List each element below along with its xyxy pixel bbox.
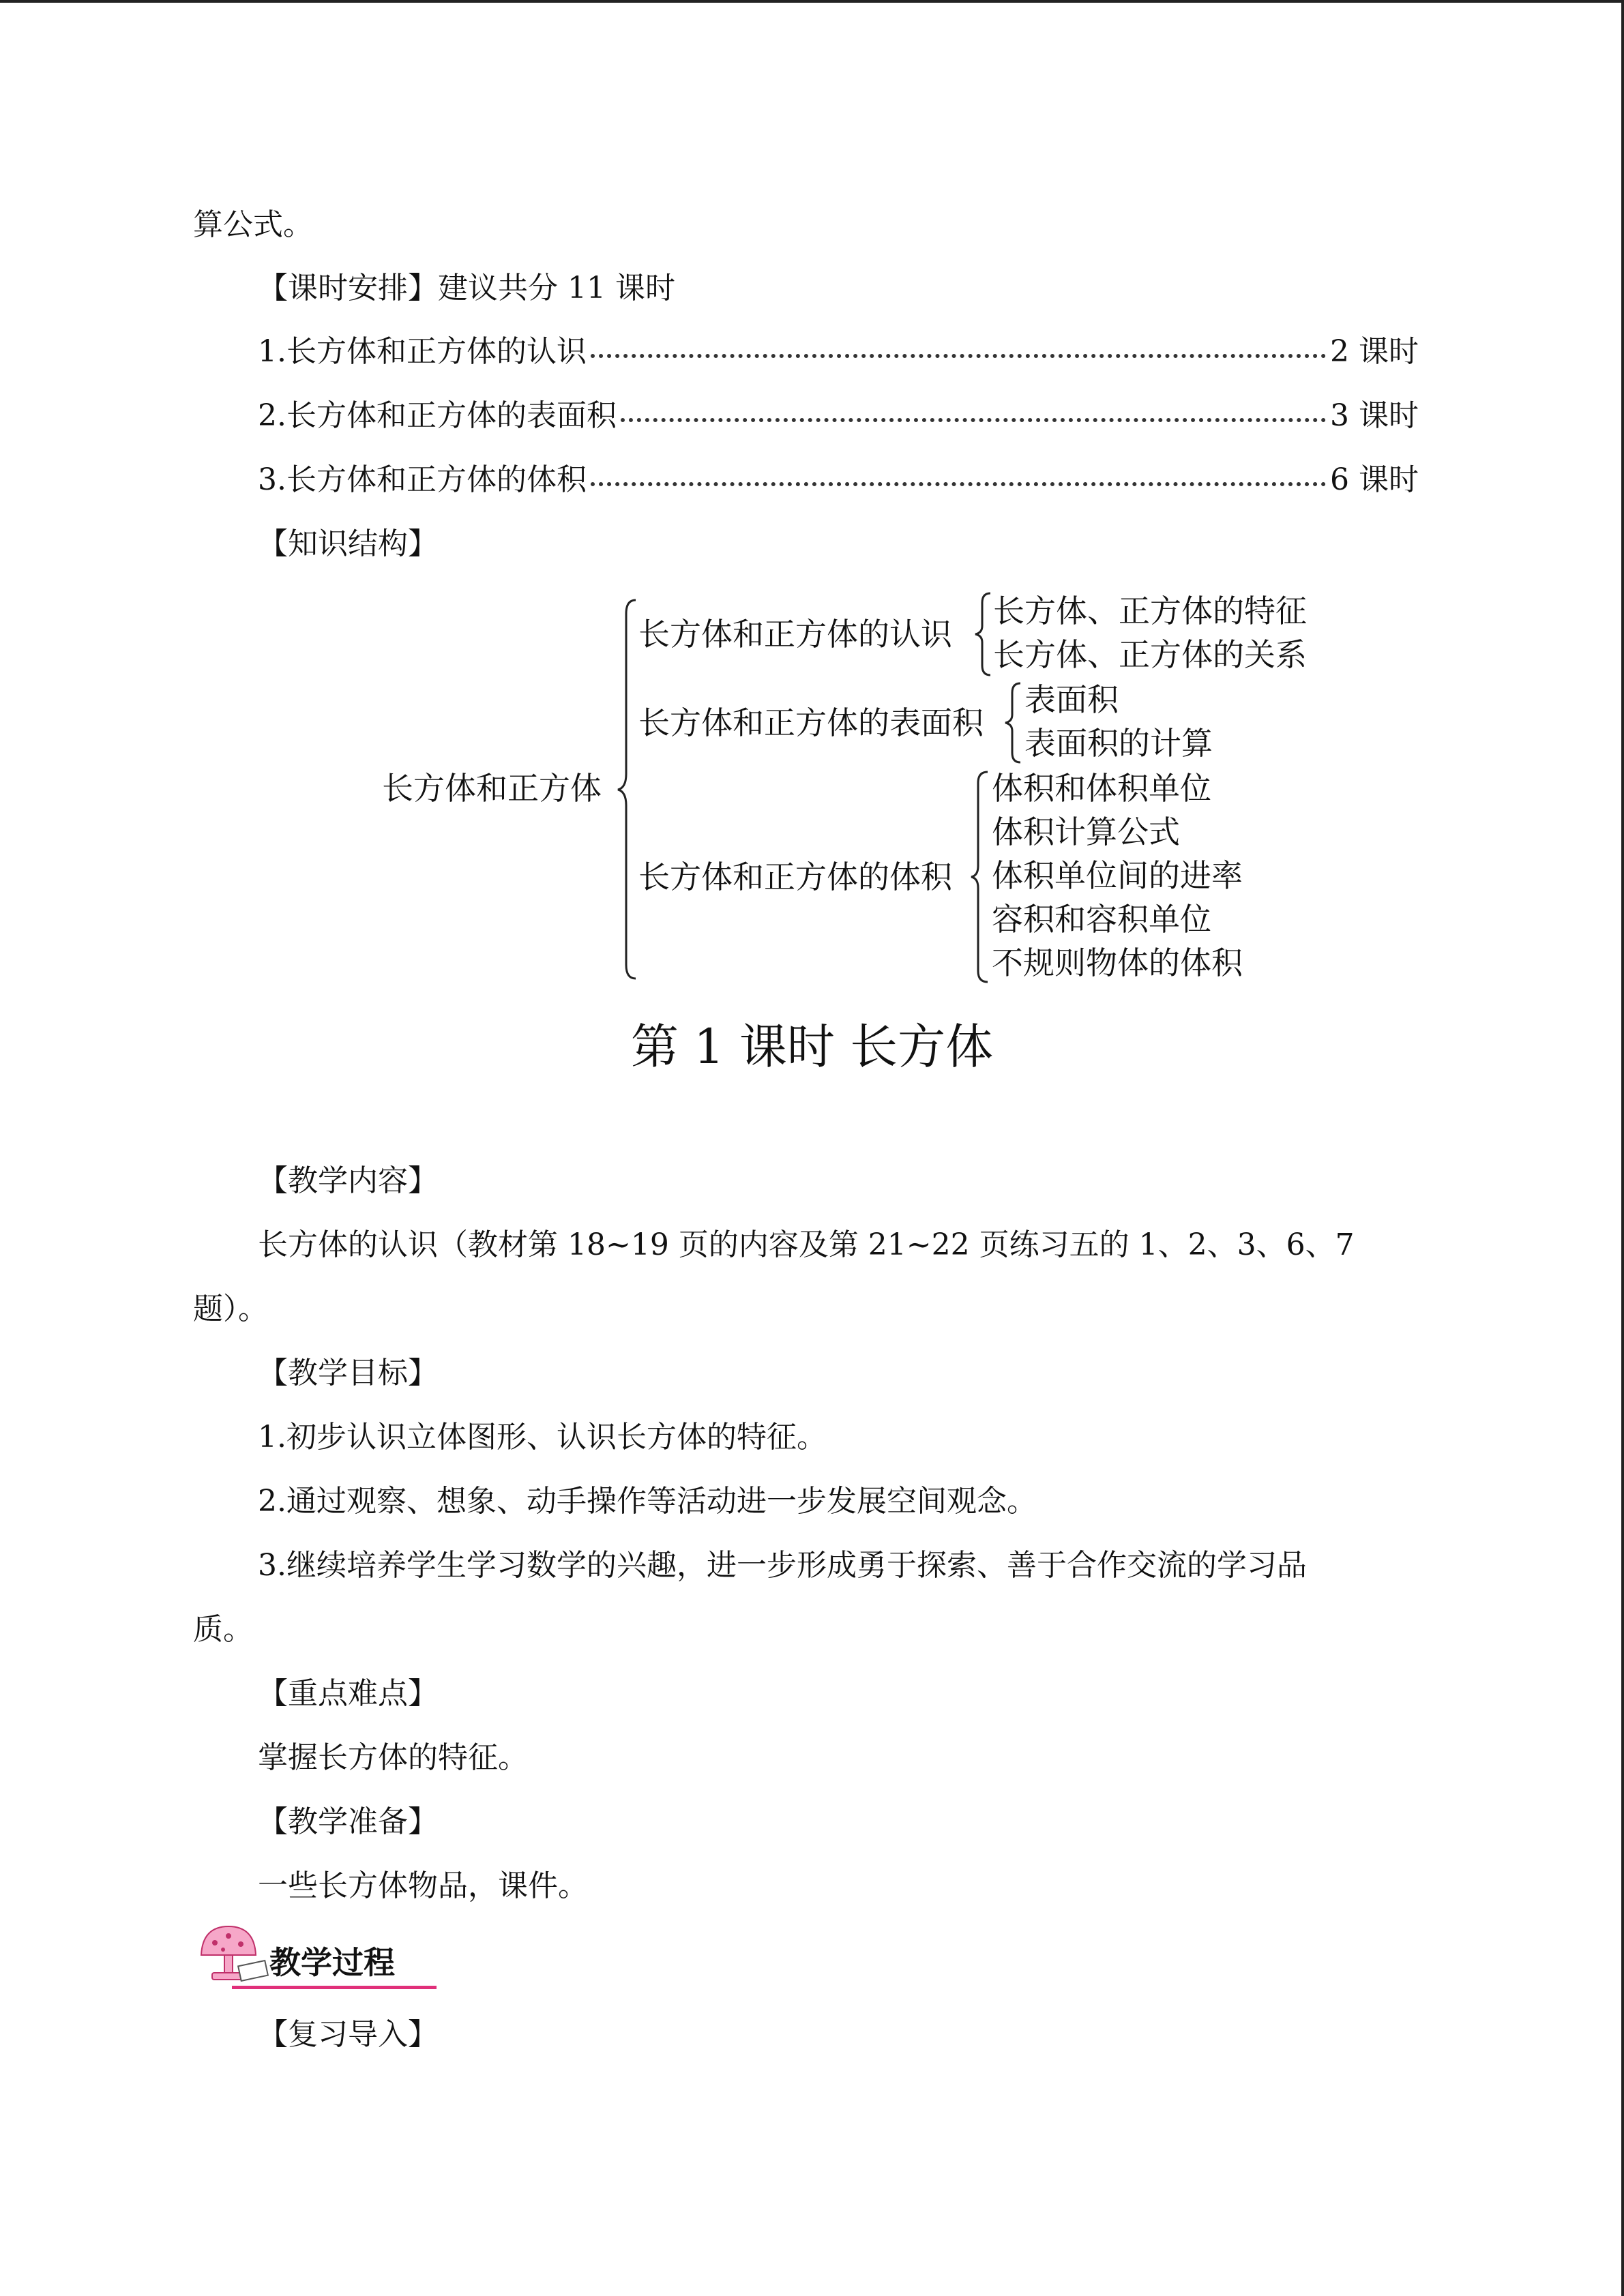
schedule-item-label: 1.长方体和正方体的认识: [258, 334, 587, 369]
tree-leaf: 不规则物体的体积: [992, 944, 1243, 981]
key-points-heading: 【重点难点】: [258, 1676, 438, 1711]
lamp-icon: [201, 1926, 268, 1981]
tree-root: 长方体和正方体: [382, 770, 602, 807]
tree-branch-recognition: 长方体和正方体的认识: [638, 616, 952, 653]
tree-leaf: 容积和容积单位: [992, 901, 1211, 938]
schedule-item-label: 2.长方体和正方体的表面积: [258, 398, 617, 433]
preparation-heading: 【教学准备】: [258, 1804, 438, 1839]
tree-leaf: 表面积的计算: [1024, 725, 1213, 762]
goal-item: 2.通过观察、想象、动手操作等活动进一步发展空间观念。: [258, 1484, 1037, 1519]
root-brace: [618, 600, 636, 979]
content-heading: 【教学内容】: [258, 1163, 438, 1198]
schedule-heading: 【课时安排】建议共分 11 课时: [258, 271, 675, 305]
goal-item-continued: 质。: [193, 1612, 253, 1647]
tree-leaf: 体积计算公式: [992, 814, 1180, 850]
schedule-item-hours: 2 课时: [1330, 334, 1419, 369]
lesson-title: 第 1 课时 长方体: [630, 1019, 994, 1075]
content-text-line2: 题）。: [193, 1292, 268, 1326]
tree-leaf: 表面积: [1024, 681, 1119, 718]
tree-leaf: 长方体、正方体的特征: [993, 593, 1307, 629]
tree-leaf: 长方体、正方体的关系: [993, 636, 1307, 673]
preparation-text: 一些长方体物品，课件。: [258, 1868, 588, 1903]
banner-underline: [232, 1986, 437, 1989]
tree-branch-volume: 长方体和正方体的体积: [638, 859, 952, 895]
knowledge-heading: 【知识结构】: [258, 526, 438, 561]
tree-leaf: 体积单位间的进率: [992, 857, 1243, 894]
goals-heading: 【教学目标】: [258, 1356, 438, 1390]
review-heading: 【复习导入】: [258, 2017, 438, 2052]
teaching-process-title: 教学过程: [269, 1944, 395, 1981]
goal-item: 3.继续培养学生学习数学的兴趣，进一步形成勇于探索、善于合作交流的学习品: [258, 1548, 1307, 1583]
branch2-brace: [1005, 683, 1020, 762]
schedule-item-hours: 6 课时: [1330, 462, 1419, 497]
schedule-item-label: 3.长方体和正方体的体积: [258, 462, 587, 497]
schedule-item-hours: 3 课时: [1330, 398, 1419, 433]
content-text-line1: 长方体的认识（教材第 18~19 页的内容及第 21~22 页练习五的 1、2、3、6、7: [258, 1227, 1355, 1262]
goal-item: 1.初步认识立体图形、认识长方体的特征。: [258, 1420, 827, 1455]
branch3-brace: [971, 772, 988, 982]
branch1-brace: [975, 593, 990, 675]
tree-branch-surface-area: 长方体和正方体的表面积: [638, 704, 984, 741]
intro-line: 算公式。: [193, 207, 313, 242]
key-points-text: 掌握长方体的特征。: [258, 1740, 528, 1775]
tree-leaf: 体积和体积单位: [992, 770, 1211, 807]
